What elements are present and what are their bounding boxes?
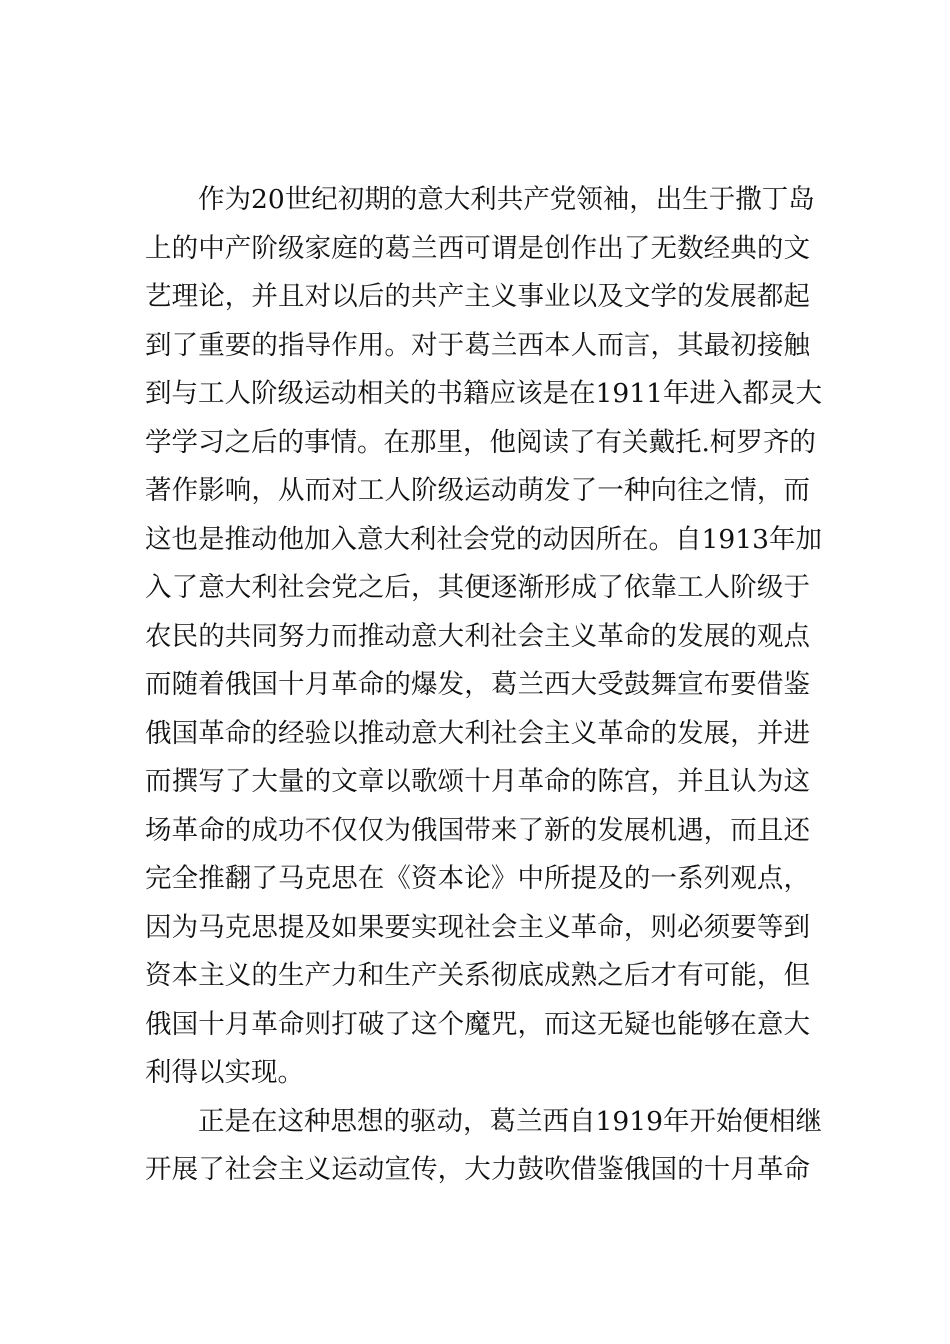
text-line: 上的中产阶级家庭的葛兰西可谓是创作出了无数经典的文 xyxy=(145,232,810,264)
text-line: 著作影响，从而对工人阶级运动萌发了一种向往之情，而 xyxy=(145,475,810,506)
text-line: 俄国十月革命则打破了这个魔咒，而这无疑也能够在意大 xyxy=(145,1008,810,1040)
text-line: 艺理论，并且对以后的共产主义事业以及文学的发展都起 xyxy=(145,281,810,312)
text-line: 到了重要的指导作用。对于葛兰西本人而言，其最初接触 xyxy=(145,329,810,361)
text-line: 正是在这种思想的驱动，葛兰西自1919年开始便相继 xyxy=(198,1105,822,1137)
text-line: 到与工人阶级运动相关的书籍应该是在1911年进入都灵大 xyxy=(145,378,822,409)
text-line: 农民的共同努力而推动意大利社会主义革命的发展的观点 xyxy=(145,620,810,652)
text-line: 作为20世纪初期的意大利共产党领袖，出生于撒丁岛 xyxy=(198,184,815,215)
paragraph-1 xyxy=(145,176,822,1098)
text-line: 利得以实现。 xyxy=(145,1057,304,1088)
text-line: 资本主义的生产力和生产关系彻底成熟之后才有可能，但 xyxy=(145,960,810,991)
text-line: 因为马克思提及如果要实现社会主义革命，则必须要等到 xyxy=(145,911,810,943)
paragraph-2 xyxy=(145,1098,822,1195)
body-text xyxy=(145,176,822,1195)
text-line: 开展了社会主义运动宣传，大力鼓吹借鉴俄国的十月革命 xyxy=(145,1154,810,1185)
text-line: 学学习之后的事情。在那里，他阅读了有关戴托.柯罗齐的 xyxy=(145,426,816,458)
text-line: 入了意大利社会党之后，其便逐渐形成了依靠工人阶级于 xyxy=(145,572,810,603)
text-line: 而随着俄国十月革命的爆发，葛兰西大受鼓舞宣布要借鉴 xyxy=(145,669,810,700)
text-line: 俄国革命的经验以推动意大利社会主义革命的发展，并进 xyxy=(145,717,810,749)
text-line: 场革命的成功不仅仅为俄国带来了新的发展机遇，而且还 xyxy=(145,814,810,846)
text-line: 完全推翻了马克思在《资本论》中所提及的一系列观点， xyxy=(145,863,810,894)
text-line: 而撰写了大量的文章以歌颂十月革命的陈宫，并且认为这 xyxy=(145,766,810,797)
text-line: 这也是推动他加入意大利社会党的动因所在。自1913年加 xyxy=(145,523,822,555)
